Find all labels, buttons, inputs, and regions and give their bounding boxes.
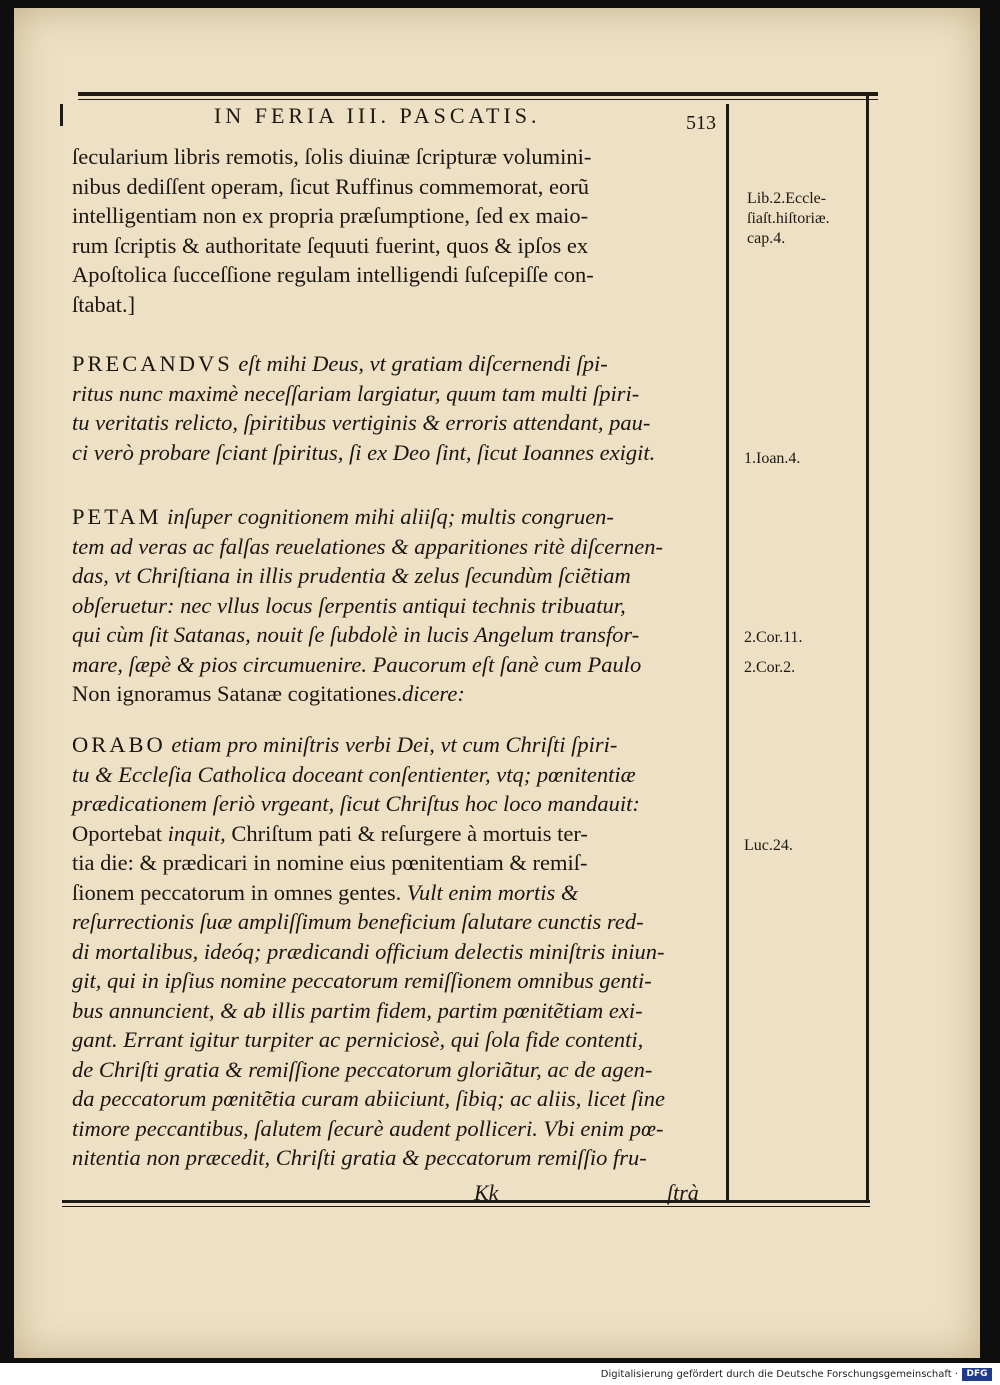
italic-run: obſeruetur: nec vllus locus ſerpentis antiqui technis tribuatur,	[72, 592, 626, 618]
roman-run: ſionem peccatorum in omnes gentes.	[72, 879, 402, 905]
marginal-note: Luc.24.	[744, 837, 793, 854]
text-line	[72, 878, 720, 908]
text-line	[72, 966, 720, 996]
text-line	[72, 620, 720, 650]
text-line	[72, 1025, 720, 1055]
text-line	[72, 937, 720, 967]
text-line	[72, 1114, 720, 1144]
italic-run: tu veritatis relicto, ſpiritibus vertiginis & erroris attendant, pau-	[72, 410, 651, 435]
italic-run: dicere:	[401, 681, 465, 706]
text-line	[72, 789, 720, 819]
italic-run: das, vt Chriſtiana in illis prudentia & zelus ſecundùm ſciẽtiam	[72, 563, 631, 588]
small-caps-run: PRECANDVS	[72, 351, 233, 376]
marginal-note: 2.Cor.11.	[744, 629, 803, 646]
small-caps-run: PETAM	[72, 504, 162, 529]
text-line	[72, 848, 720, 878]
bottom-rule-thin	[62, 1206, 870, 1207]
catchword: ſtrà	[667, 1180, 699, 1205]
italic-run: inſuper cognitionem mihi aliiſq; multis congruen-	[161, 504, 614, 529]
paragraph-precandus	[72, 349, 720, 467]
text-line	[72, 142, 720, 172]
paragraph-petam	[72, 502, 720, 709]
italic-run: de Chriſti gratia & remiſſione peccatorum gloriãtur, ac de agen-	[72, 1056, 653, 1082]
roman-run: ſtabat.]	[72, 291, 136, 317]
text-line	[72, 502, 720, 532]
italic-run: tu & Eccleſia Catholica doceant conſentienter, vtq; pœnitentiæ	[72, 761, 636, 787]
italic-run: ritus nunc maximè neceſſariam largiatur, quum tam multi ſpiri-	[72, 380, 640, 406]
roman-run: Chriſtum pati & reſurgere à mortuis ter-	[225, 820, 588, 846]
text-line	[72, 349, 720, 379]
margin-column-rule	[726, 104, 729, 1202]
small-caps-run: ORABO	[72, 732, 166, 757]
italic-run: git, qui in ipſius nomine peccatorum remiſſionem omnibus genti-	[72, 968, 652, 993]
text-line	[72, 760, 720, 790]
marginal-note: Lib.2.Eccle- ſiaſt.hiſtoriæ. cap.4.	[747, 190, 830, 247]
text-line	[72, 907, 720, 937]
italic-run: Vult enim mortis &	[401, 879, 579, 905]
left-tick	[60, 104, 63, 126]
funding-credit: Digitalisierung gefördert durch die Deutsche Forschungsgemeinschaft ·	[600, 1369, 958, 1380]
text-line	[72, 591, 720, 621]
italic-run: ci verò probare ſciant ſpiritus, ſi ex Deo ſint, ſicut Ioannes exigit.	[72, 439, 656, 465]
italic-run: inquit,	[161, 820, 226, 846]
book-page	[14, 8, 980, 1358]
roman-run: tia die: & prædicari in nomine eius pœnitentiam & remiſ-	[72, 850, 588, 875]
running-head: IN FERIA III. PASCATIS.	[214, 103, 541, 128]
italic-run: etiam pro miniſtris verbi Dei, vt cum Chriſti ſpiri-	[165, 732, 618, 757]
text-line	[72, 532, 720, 562]
text-line	[72, 1055, 720, 1085]
roman-run: Non ignoramus Satanæ cogitationes.	[72, 681, 402, 706]
italic-run: prædicationem ſeriò vrgeant, ſicut Chriſtus hoc loco mandauit:	[72, 791, 640, 816]
italic-run: nitentia non præcedit, Chriſti gratia & peccatorum remiſſio fru-	[72, 1145, 647, 1170]
dfg-logo: DFG	[962, 1368, 992, 1381]
text-line	[72, 438, 720, 468]
signature-mark: Kk	[474, 1180, 499, 1205]
roman-run: nibus dediſſent operam, ſicut Ruffinus commemorat, eorũ	[72, 173, 589, 199]
roman-run: ſecularium libris remotis, ſolis diuinæ ſcripturæ volumini-	[72, 144, 592, 169]
text-line	[72, 1143, 720, 1173]
text-line	[72, 290, 720, 320]
italic-run: eſt mihi Deus, vt gratiam diſcernendi ſpi-	[232, 351, 608, 376]
italic-run: di mortalibus, ideóq; prædicandi officium delectis miniſtris iniun-	[72, 938, 665, 964]
italic-run: gant. Errant igitur turpiter ac perniciosè, qui ſola fide contenti,	[72, 1027, 644, 1052]
roman-run: rum ſcriptis & authoritate ſequuti fuerint, quos & ipſos ex	[72, 232, 589, 258]
text-line	[72, 1084, 720, 1114]
text-line	[72, 819, 720, 849]
roman-run: intelligentiam non ex propria præſumptione, ſed ex maio-	[72, 203, 589, 228]
text-line	[72, 260, 720, 290]
bottom-rule	[62, 1200, 870, 1203]
text-line	[72, 730, 720, 760]
italic-run: timore peccantibus, ſalutem ſecurè audent polliceri. Vbi enim pœ-	[72, 1115, 664, 1141]
text-line	[72, 172, 720, 202]
paragraph-continuation	[72, 142, 720, 319]
marginal-note: 1.Ioan.4.	[744, 450, 801, 467]
marginal-note: 2.Cor.2.	[744, 659, 796, 676]
text-line	[72, 679, 720, 709]
italic-run: tem ad veras ac falſas reuelationes & apparitiones ritè diſcernen-	[72, 533, 663, 559]
italic-run: bus annuncient, & ab illis partim fidem, partim pœnitẽtiam exi-	[72, 997, 643, 1023]
text-line	[72, 561, 720, 591]
italic-run: da peccatorum pœnitẽtia curam abiiciunt, ſibiq; ac aliis, licet ſine	[72, 1086, 666, 1111]
right-border-rule	[866, 92, 869, 1202]
page-number: 513	[686, 112, 716, 134]
top-rule	[78, 92, 878, 96]
roman-run: Oportebat	[72, 820, 162, 846]
text-line	[72, 201, 720, 231]
text-line	[72, 379, 720, 409]
text-line	[72, 408, 720, 438]
top-rule-thin	[78, 99, 878, 100]
italic-run: reſurrectionis ſuæ ampliſſimum beneficium ſalutare cunctis red-	[72, 909, 644, 934]
text-line	[72, 650, 720, 680]
italic-run: qui cùm ſit Satanas, nouit ſe ſubdolè in lucis Angelum transfor-	[72, 622, 640, 647]
text-line	[72, 231, 720, 261]
paragraph-orabo	[72, 730, 720, 1173]
text-line	[72, 996, 720, 1026]
italic-run: mare, ſæpè & pios circumuenire. Paucorum eſt ſanè cum Paulo	[72, 651, 642, 677]
roman-run: Apoſtolica ſucceſſione regulam intelligendi ſuſcepiſſe con-	[72, 262, 594, 287]
